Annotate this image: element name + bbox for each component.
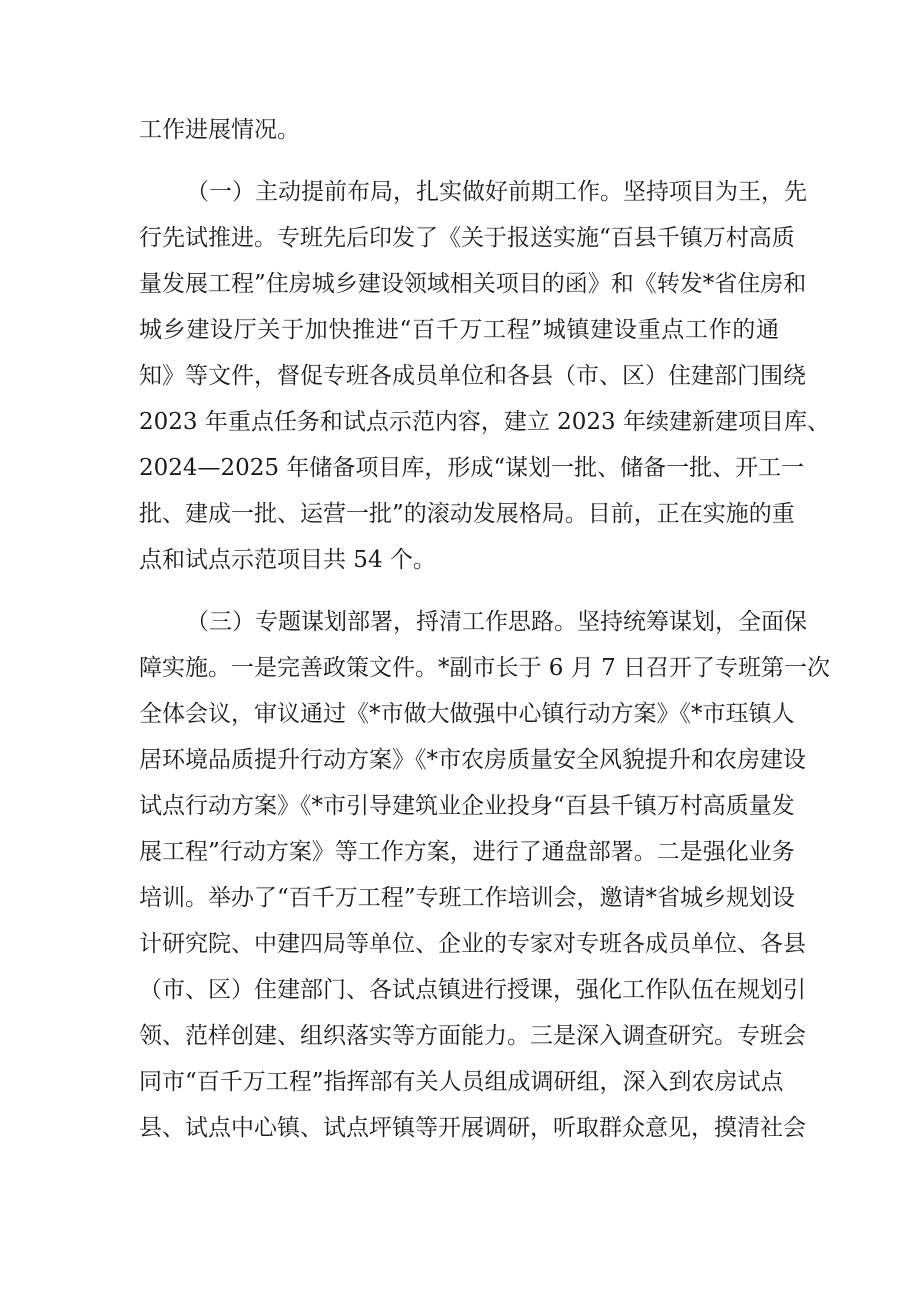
text-line: 试点行动方案》《*市引导建筑业企业投身“百县千镇万村高质量发	[139, 793, 795, 819]
text-line: 行先试推进。专班先后印发了《关于报送实施“百县千镇万村高质	[139, 225, 795, 251]
text-line: 领、范样创建、组织落实等方面能力。三是深入调查研究。专班会	[139, 1023, 806, 1049]
text-line: 展工程”行动方案》等工作方案，进行了通盘部署。二是强化业务	[139, 839, 795, 865]
text-line: 县、试点中心镇、试点坪镇等开展调研，听取群众意见，摸清社会	[139, 1115, 806, 1141]
text-line: 计研究院、中建四局等单位、企业的专家对专班各成员单位、各县	[139, 931, 806, 957]
text-line: 全体会议，审议通过《*市做大做强中心镇行动方案》《*市珏镇人	[139, 701, 795, 727]
text-line: 同市“百千万工程”指挥部有关人员组成调研组，深入到农房试点	[139, 1069, 784, 1095]
text-line: 批、建成一批、运营一批”的滚动发展格局。目前，正在实施的重	[139, 501, 795, 527]
text-line: 点和试点示范项目共 54 个。	[139, 547, 436, 573]
text-line: （市、区）住建部门、各试点镇进行授课，强化工作队伍在规划引	[139, 977, 806, 1003]
text-line: 知》等文件，督促专班各成员单位和各县（市、区）住建部门围绕	[139, 363, 806, 389]
text-line: 培训。举办了“百千万工程”专班工作培训会，邀请*省城乡规划设	[139, 885, 796, 911]
paragraph-heading-line: （一）主动提前布局，扎实做好前期工作。坚持项目为王，先	[186, 179, 807, 205]
paragraph-heading-line: （三）专题谋划部署，捋清工作思路。坚持统筹谋划，全面保	[186, 609, 807, 635]
text-line: 障实施。一是完善政策文件。*副市长于 6 月 7 日召开了专班第一次	[139, 655, 831, 681]
text-line: 2023 年重点任务和试点示范内容，建立 2023 年续建新建项目库、	[139, 409, 830, 435]
text-line: 居环境品质提升行动方案》《*市农房质量安全风貌提升和农房建设	[139, 747, 806, 773]
text-line: 2024—2025 年储备项目库，形成“谋划一批、储备一批、开工一	[139, 455, 805, 481]
text-line: 量发展工程”住房城乡建设领域相关项目的函》和《转发*省住房和	[139, 271, 807, 297]
text-line: 城乡建设厅关于加快推进“百千万工程”城镇建设重点工作的通	[139, 317, 779, 343]
text-line: 工作进展情况。	[139, 117, 300, 143]
